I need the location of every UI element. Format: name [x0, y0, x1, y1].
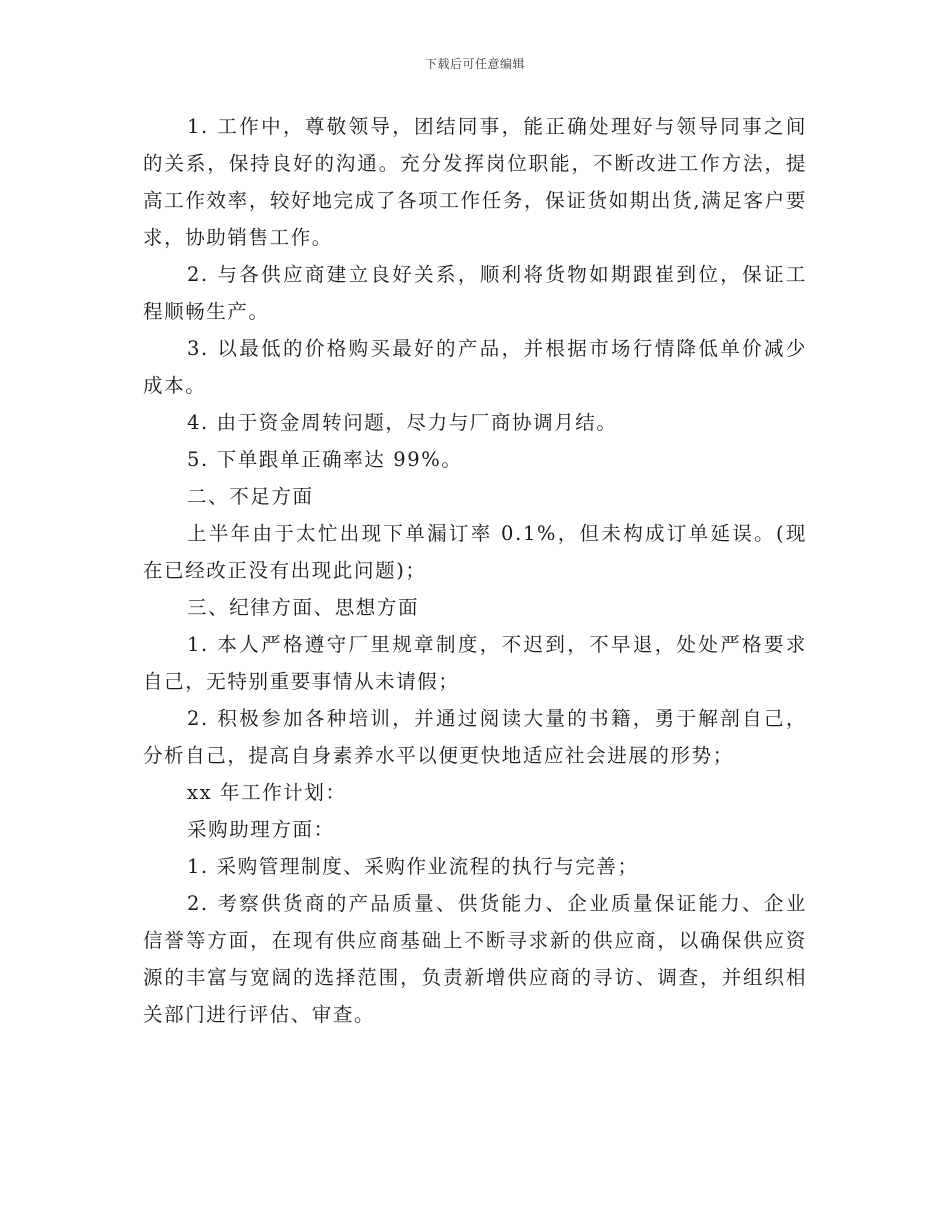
paragraph-discipline-1: 1. 本人严格遵守厂里规章制度，不迟到，不早退，处处严格要求自己，无特别重要事情从未请假； — [143, 633, 807, 693]
paragraph-achievement-2: 2. 与各供应商建立良好关系，顺利将货物如期跟崔到位，保证工程顺畅生产。 — [143, 263, 807, 323]
paragraph-plan-1: 1. 采购管理制度、采购作业流程的执行与完善； — [187, 855, 639, 878]
document-body — [143, 108, 807, 1033]
paragraph-plan-2: 2. 考察供货商的产品质量、供货能力、企业质量保证能力、企业信誉等方面，在现有供应商基础上不断寻求新的供应商，以确保供应资源的丰富与宽阔的选择范围，负责新增供应商的寻访、调查，并组织相关部门进行评估、审查。 — [143, 892, 807, 1026]
section-heading-shortcomings: 二、不足方面 — [187, 485, 314, 508]
page-header: 下载后可任意编辑 — [424, 57, 525, 71]
section-heading-discipline: 三、纪律方面、思想方面 — [187, 596, 420, 619]
paragraph-shortcomings: 上半年由于太忙出现下单漏订率 0.1%，但未构成订单延误。(现在已经改正没有出现此问题)； — [143, 522, 807, 582]
paragraph-achievement-1: 1. 工作中，尊敬领导，团结同事，能正确处理好与领导同事之间的关系，保持良好的沟通。充分发挥岗位职能，不断改进工作方法，提高工作效率，较好地完成了各项工作任务，保证货如期出货,满足客户要求，协助销售工作。 — [143, 115, 807, 249]
section-heading-work-plan: xx 年工作计划： — [187, 781, 347, 804]
paragraph-achievement-5: 5. 下单跟单正确率达 99%。 — [187, 448, 463, 471]
paragraph-achievement-4: 4. 由于资金周转问题，尽力与厂商协调月结。 — [187, 411, 618, 434]
subheading-purchasing-assistant: 采购助理方面： — [187, 818, 335, 841]
paragraph-achievement-3: 3. 以最低的价格购买最好的产品，并根据市场行情降低单价减少成本。 — [143, 337, 807, 397]
paragraph-discipline-2: 2. 积极参加各种培训，并通过阅读大量的书籍，勇于解剖自己，分析自己，提高自身素养水平以便更快地适应社会进展的形势； — [143, 707, 807, 767]
